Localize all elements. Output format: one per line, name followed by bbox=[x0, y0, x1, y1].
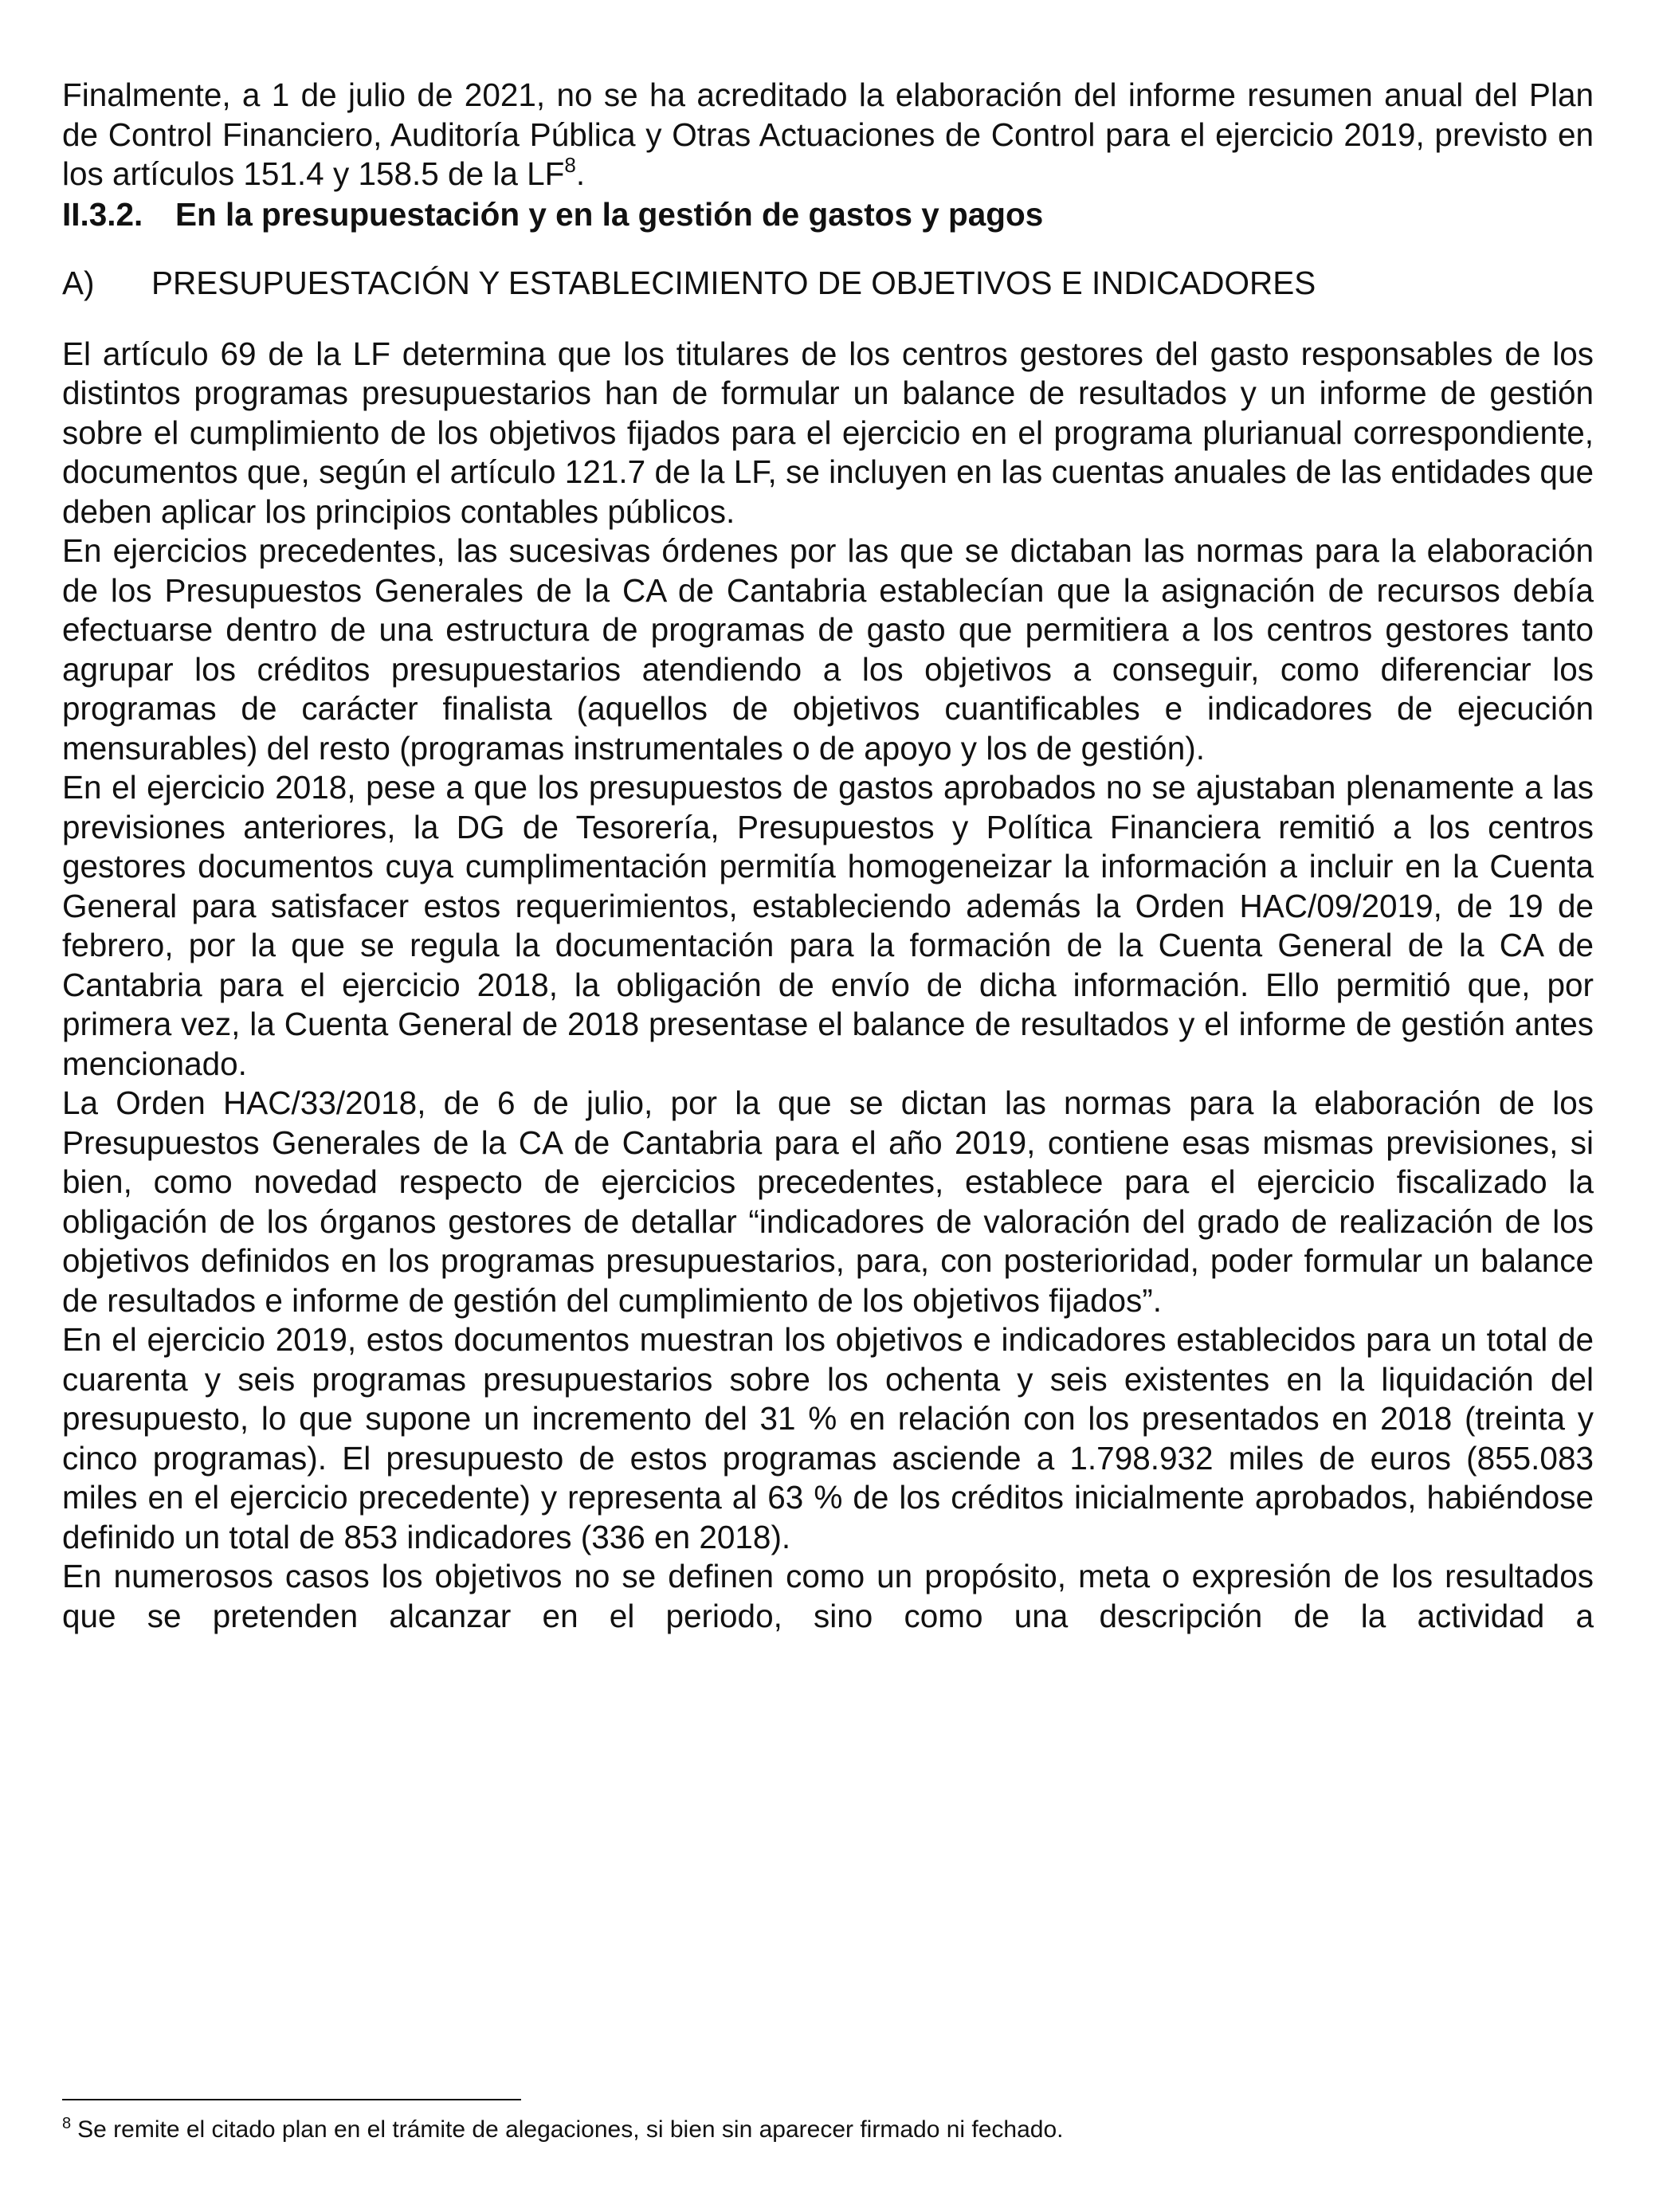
footnote-text: Se remite el citado plan en el trámite de alegaciones, si bien sin aparecer firmado ni fechado. bbox=[77, 2116, 1064, 2143]
section-title: En la presupuestación y en la gestión de gastos y pagos bbox=[175, 195, 1044, 233]
paragraph-continued: En numerosos casos los objetivos no se definen como un propósito, meta o expresión de los resultados que se pretenden alcanzar en el periodo, sino como una descripción de la actividad a bbox=[62, 1558, 1594, 1634]
paragraph: En el ejercicio 2018, pese a que los presupuestos de gastos aprobados no se ajustaban plenamente a las previsiones anteriores, la DG de Tesorería, Presupuestos y Política Financiera remitió a los centros gestores documentos cuya cumplimentación permitía homogeneizar la información a incluir en la Cuenta General para satisfacer estos requerimientos, estableciendo además la Orden HAC/09/2019, de 19 de febrero, por la que se regula la documentación para la formación de la Cuenta General de la CA de Cantabria para el ejercicio 2018, la obligación de envío de dicha información. Ello permitió que, por primera vez, la Cuenta General de 2018 presentase el balance de resultados y el informe de gestión antes mencionado. bbox=[62, 769, 1594, 1082]
paragraph: El artículo 69 de la LF determina que los titulares de los centros gestores del gasto responsables de los distintos programas presupuestarios han de formular un balance de resultados y un informe de gestión sobre el cumplimiento de los objetivos fijados para el ejercicio en el programa plurianual correspondiente, documentos que, según el artículo 121.7 de la LF, se incluyen en las cuentas anuales de las entidades que deben aplicar los principios contables públicos. bbox=[62, 335, 1594, 530]
footnote bbox=[62, 2115, 1594, 2145]
intro-paragraph bbox=[62, 76, 1594, 194]
paragraph: En el ejercicio 2019, estos documentos muestran los objetivos e indicadores establecidos para un total de cuarenta y seis programas presupuestarios sobre los ochenta y seis existentes en la liquidación del presupuesto, lo que supone un incremento del 31 % en relación con los presentados en 2018 (treinta y cinco programas). El presupuesto de estos programas asciende a 1.798.932 miles de euros (855.083 miles en el ejercicio precedente) y representa al 63 % de los créditos inicialmente aprobados, habiéndose definido un total de 853 indicadores (336 en 2018). bbox=[62, 1321, 1594, 1555]
subsection-title: PRESUPUESTACIÓN Y ESTABLECIMIENTO DE OBJETIVOS E INDICADORES bbox=[151, 264, 1316, 301]
paragraph: En ejercicios precedentes, las sucesivas órdenes por las que se dictaban las normas para la elaboración de los Presupuestos Generales de la CA de Cantabria establecían que la asignación de recursos debía efectuarse dentro de una estructura de programas de gasto que permitiera a los centros gestores tanto agrupar los créditos presupuestarios atendiendo a los objetivos a conseguir, como diferenciar los programas de carácter finalista (aquellos de objetivos cuantificables e indicadores de ejecución mensurables) del resto (programas instrumentales o de apoyo y los de gestión). bbox=[62, 532, 1594, 767]
document-page bbox=[62, 76, 1594, 1636]
section-number: II.3.2. bbox=[62, 195, 143, 233]
footnote-reference[interactable]: 8 bbox=[564, 153, 576, 177]
section-heading bbox=[62, 194, 1594, 234]
footnote-number: 8 bbox=[62, 2115, 72, 2132]
footnote-separator bbox=[62, 2099, 521, 2100]
subsection-heading bbox=[62, 263, 1594, 303]
subsection-letter: A) bbox=[62, 264, 95, 301]
intro-end: . bbox=[575, 155, 586, 192]
intro-text: Finalmente, a 1 de julio de 2021, no se ha acreditado la elaboración del informe resumen anual del Plan de Control Financiero, Auditoría Pública y Otras Actuaciones de Control para el ejercicio 2019, previsto en los artículos 151.4 y 158.5 de la LF bbox=[62, 76, 1594, 192]
paragraph: La Orden HAC/33/2018, de 6 de julio, por la que se dictan las normas para la elaboración de los Presupuestos Generales de la CA de Cantabria para el año 2019, contiene esas mismas previsiones, si bien, como novedad respecto de ejercicios precedentes, establece para el ejercicio fiscalizado la obligación de los órganos gestores de detallar “indicadores de valoración del grado de realización de los objetivos definidos en los programas presupuestarios, para, con posterioridad, poder formular un balance de resultados e informe de gestión del cumplimiento de los objetivos fijados”. bbox=[62, 1084, 1594, 1319]
